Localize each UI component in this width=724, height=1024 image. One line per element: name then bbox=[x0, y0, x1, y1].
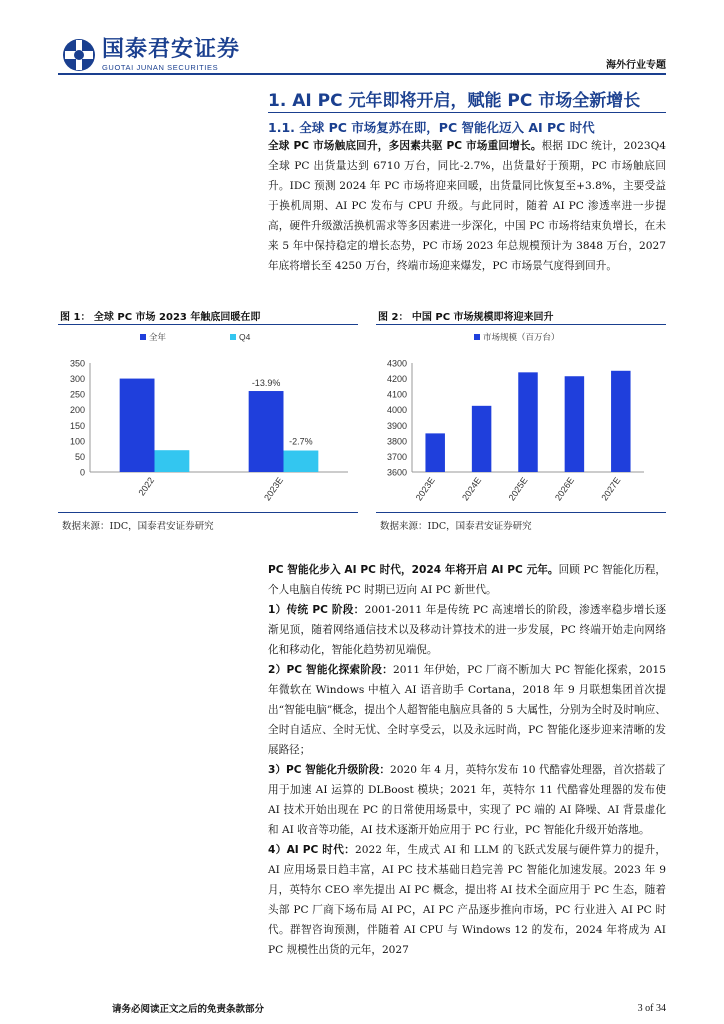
figure2-bar bbox=[472, 406, 491, 472]
stage-4-body: 2022 年，生成式 AI 和 LLM 的飞跃式发展与硬件算力的提升，AI 应用场景日趋丰富，AI PC 技术基础日趋完善 PC 智能化加速发展。2023 年 9 月，英特尔 CEO 率先提出 AI PC 概念，提出将 AI 技术全面应用于 PC 生态，随着头部 PC 厂商下场布局 AI PC，AI PC 产品逐步推向市场，PC 行业进入 AI PC 时代。群智咨询预测，伴随着 AI CPU 与 Windows 12 的发布，2024 年将成为 AI PC 规模性出货的元年，2027 bbox=[268, 844, 666, 956]
figure1-y-tick-label: 0 bbox=[79, 467, 85, 478]
figure2-chart bbox=[376, 326, 666, 514]
logo-chinese-name: 国泰君安证券 bbox=[102, 37, 241, 62]
figure2-y-tick-label: 3700 bbox=[386, 451, 407, 462]
figure1-y-tick-label: 250 bbox=[69, 389, 85, 400]
stage-1 bbox=[268, 600, 666, 660]
intro-paragraph bbox=[268, 136, 666, 276]
stage-2 bbox=[268, 660, 666, 760]
figure1-source: 数据来源：IDC，国泰君安证券研究 bbox=[62, 521, 214, 532]
figure2-x-tick-label: 2024E bbox=[460, 475, 484, 503]
figure2-bottom-divider bbox=[376, 512, 666, 513]
header-divider bbox=[58, 73, 666, 75]
stage-3 bbox=[268, 760, 666, 840]
logo-english-name: GUOTAI JUNAN SECURITIES bbox=[102, 63, 219, 72]
figure1-y-tick-label: 300 bbox=[69, 374, 85, 385]
report-category: 海外行业专题 bbox=[606, 60, 666, 71]
figure2-legend-label: 市场规模（百万台） bbox=[483, 332, 560, 342]
figure1-title: 图 1： 全球 PC 市场 2023 年触底回暖在即 bbox=[60, 312, 261, 323]
page-number: 3 of 34 bbox=[637, 1003, 666, 1014]
figure2-bar bbox=[611, 371, 630, 472]
figure1-legend-swatch bbox=[230, 334, 236, 340]
figure2-y-tick-label: 3600 bbox=[386, 467, 407, 478]
stage-1-lead: 1）传统 PC 阶段： bbox=[268, 604, 365, 616]
figure2-y-tick-label: 3800 bbox=[386, 436, 407, 447]
stage-2-body: 2011 年伊始，PC 厂商不断加大 PC 智能化探索，2015 年微软在 Windows 中植入 AI 语音助手 Cortana，2018 年 9 月联想集团首次提出“智能电脑”概念，提出个人超智能电脑应具备的 5 大属性，分别为全时及时响应、全时自适应、全时无忧、全时享受云，以及永远时尚，PC 智能化逐步迎来清晰的发展路径； bbox=[268, 664, 666, 756]
stage-1-body: 2001-2011 年是传统 PC 高速增长的阶段，渗透率稳步增长逐渐见顶，随着网络通信技术以及移动计算技术的进一步发展，PC 终端开始走向网络化和移动化，智能化趋势初见端倪。 bbox=[268, 604, 666, 656]
figure2-y-tick-label: 4100 bbox=[386, 389, 407, 400]
figure2-y-tick-label: 4200 bbox=[386, 374, 407, 385]
figure2-source: 数据来源：IDC，国泰君安证券研究 bbox=[380, 521, 532, 532]
figure1-annotation: -13.9% bbox=[251, 378, 281, 389]
company-logo bbox=[62, 38, 240, 72]
figure2-y-tick-label: 4300 bbox=[386, 358, 407, 369]
figure1-y-tick-label: 350 bbox=[69, 358, 85, 369]
figure2-y-tick-label: 4000 bbox=[386, 405, 407, 416]
figure1-bar bbox=[155, 450, 190, 472]
history-intro-body: 回顾 PC 智能化历程，个人电脑自传统 PC 时期已迈向 AI PC 新世代。 bbox=[268, 564, 666, 596]
logo-emblem-icon bbox=[62, 38, 96, 72]
figure1-bar bbox=[284, 451, 319, 472]
figure1-y-tick-label: 50 bbox=[74, 451, 85, 462]
section-heading: 1. AI PC 元年即将开启，赋能 PC 市场全新增长 bbox=[268, 91, 641, 111]
stage-3-lead: 3）PC 智能化升级阶段： bbox=[268, 764, 390, 776]
history-intro-lead: PC 智能化步入 AI PC 时代，2024 年将开启 AI PC 元年。 bbox=[268, 564, 559, 576]
figure2-legend-swatch bbox=[474, 334, 480, 340]
figure1-y-tick-label: 100 bbox=[69, 436, 85, 447]
figure2-bar bbox=[425, 433, 444, 472]
intro-body: 根据 IDC 统计，2023Q4 全球 PC 出货量达到 6710 万台，同比-2.7%，出货量好于预期，PC 市场触底回升。IDC 预测 2024 年 PC 市场将迎来回暖，出货量同比恢复至+3.8%，主要受益于换机周期、AI PC 发布与 CPU 升级。与此同时，随着 AI PC 渗透率进一步提高，硬件升级激活换机需求等多因素进一步深化，中国 PC 市场将结束负增长，在未来 5 年中保持稳定的增长态势，PC 市场 2023 年总规模预计为 3848 万台，2027 年底将增长至 4250 万台，终端市场迎来爆发，PC 市场景气度得到回升。 bbox=[268, 140, 666, 272]
figure1-y-tick-label: 150 bbox=[69, 420, 85, 431]
figure1-divider bbox=[58, 324, 358, 325]
figure1-bottom-divider bbox=[58, 512, 358, 513]
subsection-heading: 1.1. 全球 PC 市场复苏在即，PC 智能化迈入 AI PC 时代 bbox=[268, 120, 595, 135]
history-paragraph bbox=[268, 560, 666, 960]
figure2-x-tick-label: 2026E bbox=[552, 475, 577, 503]
figure1-bar bbox=[120, 379, 155, 472]
intro-lead: 全球 PC 市场触底回升，多因素共驱 PC 市场重回增长。 bbox=[268, 140, 542, 152]
disclaimer-note: 请务必阅读正文之后的免责条款部分 bbox=[112, 1004, 265, 1015]
figure2-bar bbox=[565, 376, 584, 472]
figure2-bar bbox=[518, 372, 537, 472]
figure2-x-tick-label: 2025E bbox=[506, 475, 530, 503]
figure1-annotation: -2.7% bbox=[289, 436, 313, 447]
stage-2-lead: 2）PC 智能化探索阶段： bbox=[268, 664, 394, 676]
figure1-x-tick-label: 2022 bbox=[136, 475, 157, 498]
figure1-chart bbox=[58, 326, 358, 514]
figure1-legend-label: 全年 bbox=[149, 332, 167, 342]
figure2-x-tick-label: 2023E bbox=[413, 475, 437, 503]
figure1-bar bbox=[249, 391, 284, 472]
figure2-title: 图 2： 中国 PC 市场规模即将迎来回升 bbox=[378, 312, 554, 323]
history-intro bbox=[268, 560, 666, 600]
figure1-legend-swatch bbox=[140, 334, 146, 340]
stage-4-lead: 4）AI PC 时代： bbox=[268, 844, 356, 856]
figure1-y-tick-label: 200 bbox=[69, 405, 85, 416]
stage-3-body: 2020 年 4 月，英特尔发布 10 代酷睿处理器，首次搭载了用于加速 AI 运算的 DLBoost 模块；2021 年，英特尔 11 代酷睿处理器的发布使 AI 技术开始出现在 PC 的日常使用场景中，实现了 PC 端的 AI 降噪、AI 背景虚化和 AI 收音等功能，AI 技术逐渐开始应用于 PC 行业，PC 智能化升级开始落地。 bbox=[268, 764, 666, 836]
figure2-divider bbox=[376, 324, 666, 325]
figure1-x-tick-label: 2023E bbox=[262, 475, 286, 503]
figure2-y-tick-label: 3900 bbox=[386, 420, 407, 431]
figure1-legend-label: Q4 bbox=[239, 332, 251, 342]
figure2-x-tick-label: 2027E bbox=[599, 475, 623, 503]
stage-4 bbox=[268, 840, 666, 960]
heading-divider bbox=[268, 112, 666, 113]
